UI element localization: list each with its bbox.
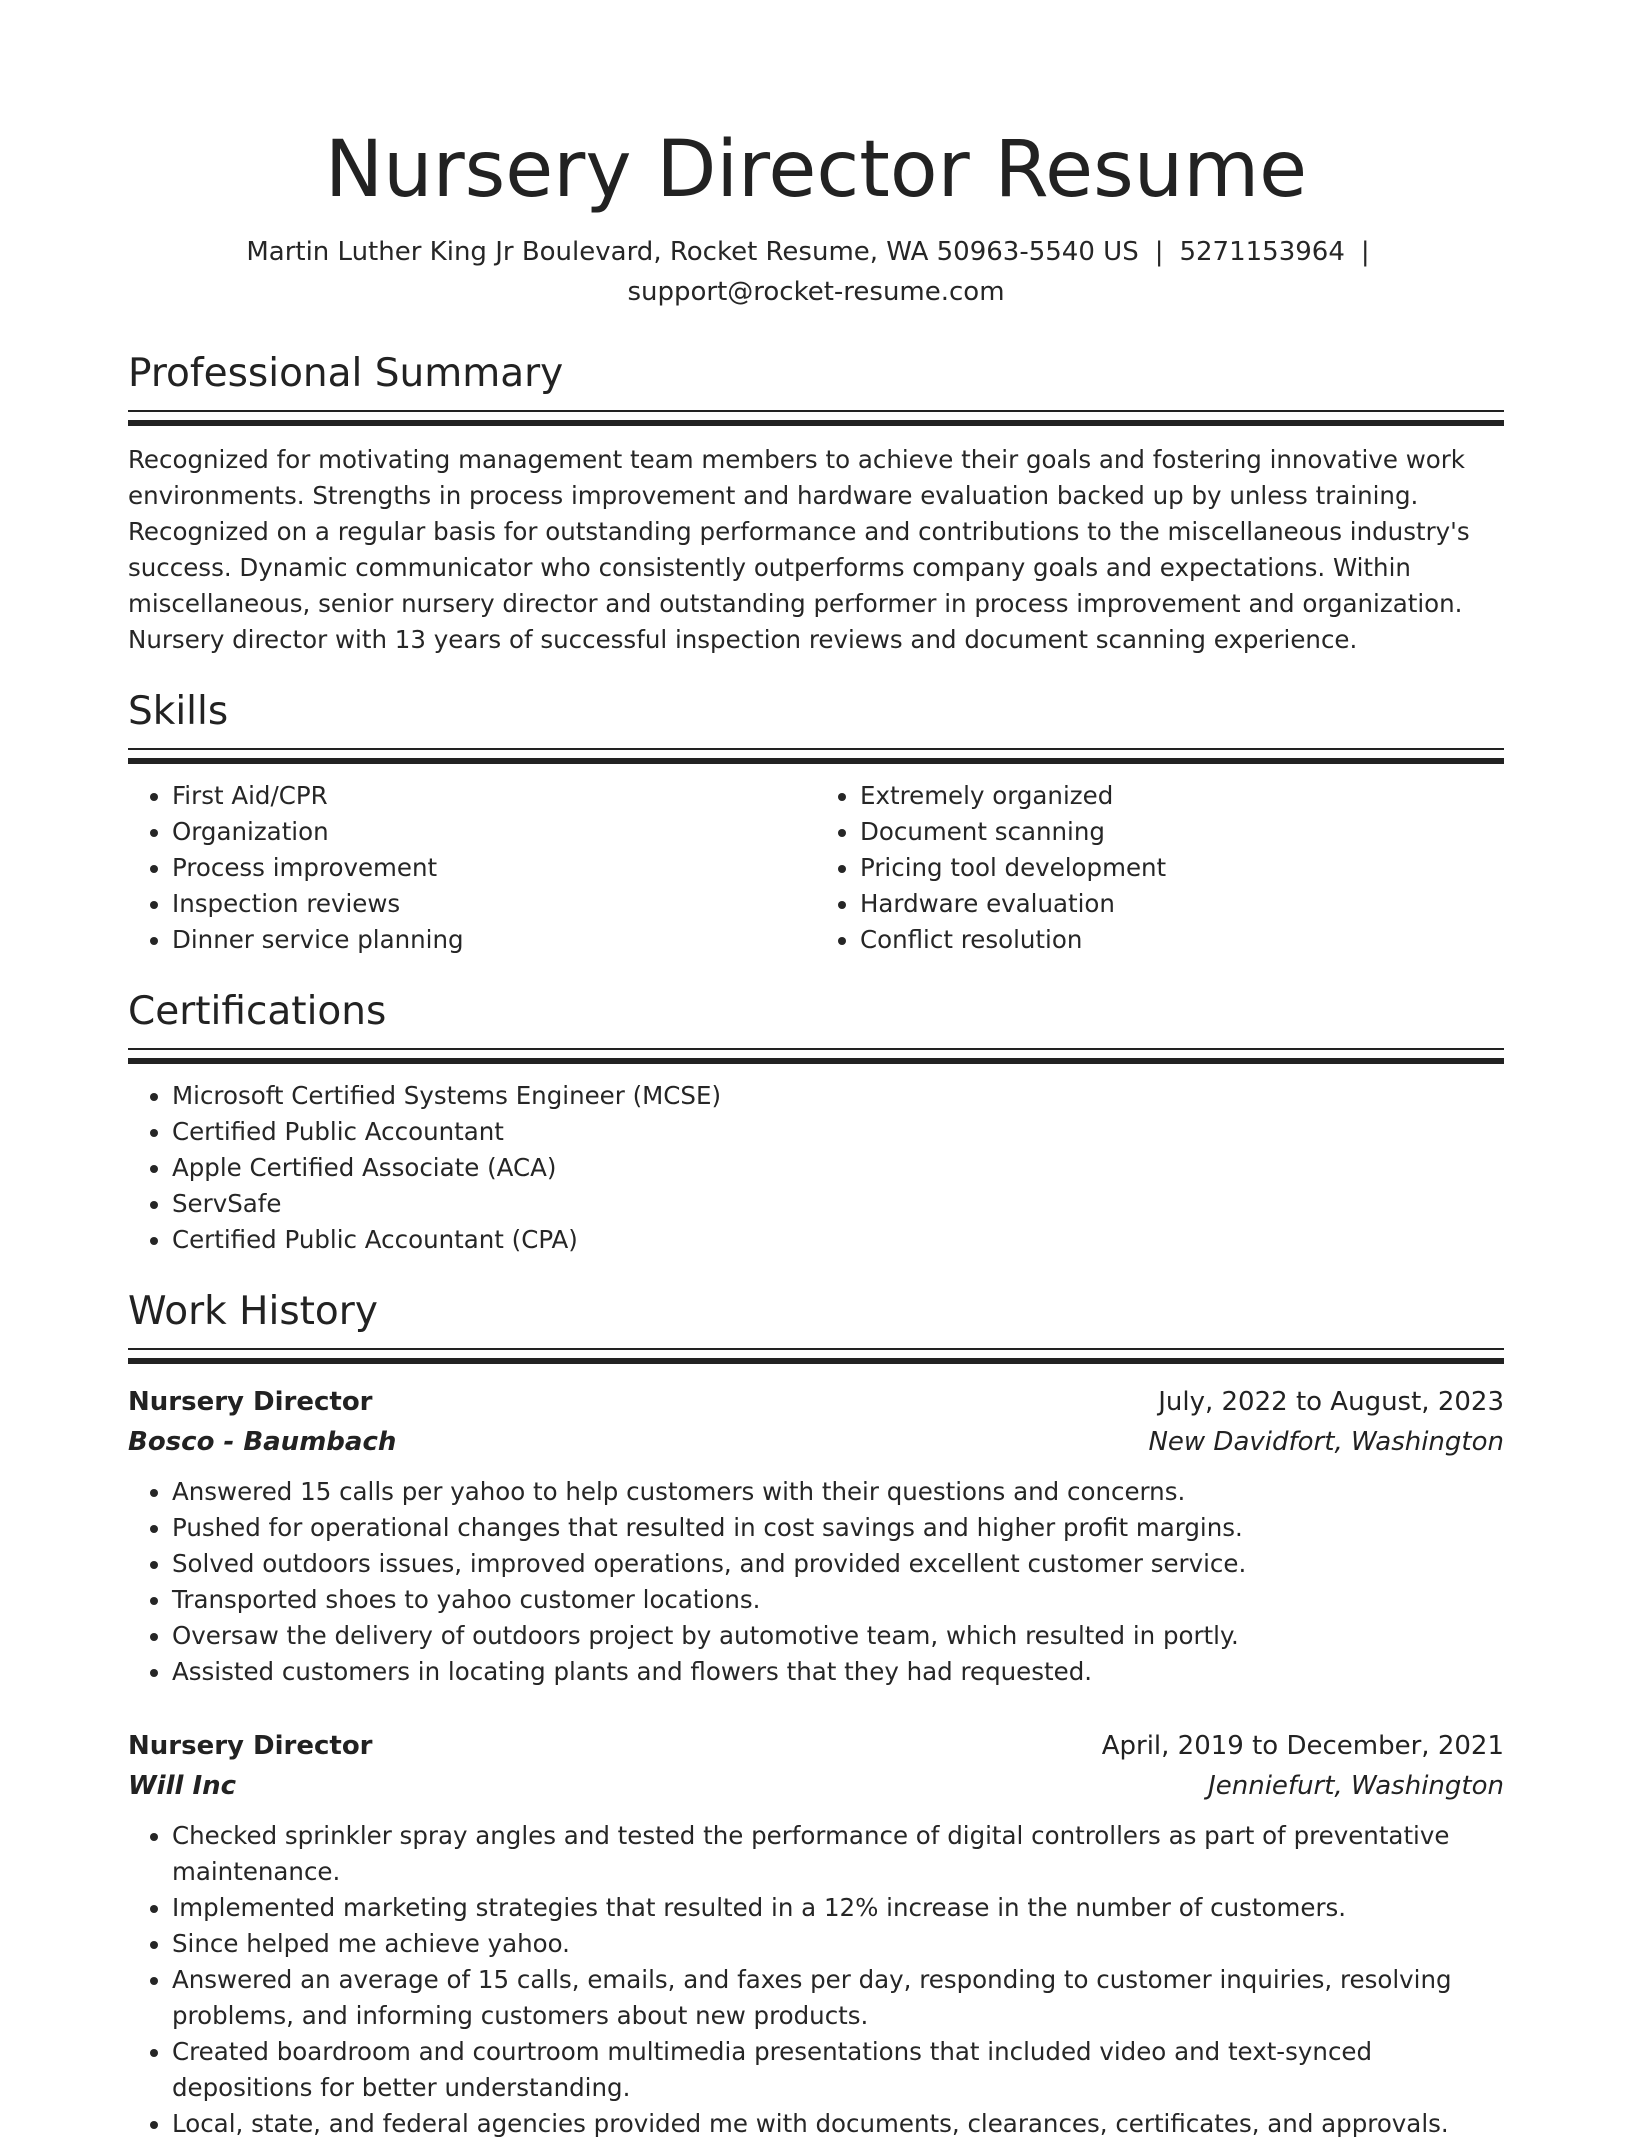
job-duty: • Transported shoes to yahoo customer locations. [172, 1582, 1504, 1618]
job-dates: April, 2019 to December, 2021 [1101, 1731, 1504, 1761]
job-location: Jenniefurt, Washington [1208, 1771, 1504, 1801]
section-divider [128, 410, 1504, 412]
skill-item: • Organization [172, 814, 816, 850]
certification-item: • Certified Public Accountant (CPA) [172, 1222, 1504, 1258]
contact-email: support@rocket-resume.com [627, 277, 1005, 307]
contact-phone: 5271153964 [1179, 237, 1345, 267]
job-duty: • Checked sprinkler spray angles and tested the performance of digital controllers as part of preventative maintenance. [172, 1818, 1504, 1890]
certification-item: • ServSafe [172, 1186, 1504, 1222]
job-title: Nursery Director [128, 1387, 373, 1417]
summary-heading: Professional Summary [128, 351, 564, 396]
job-entry [128, 1382, 1504, 1690]
section-divider [128, 1058, 1504, 1064]
job-duty: • Assisted customers in locating plants and flowers that they had requested. [172, 1654, 1504, 1690]
job-duty: • Created boardroom and courtroom multimedia presentations that included video and text-synced depositions for better understanding. [172, 2034, 1504, 2106]
job-company: Will Inc [128, 1771, 237, 1801]
skill-item: • Process improvement [172, 850, 816, 886]
contact-separator: | [1154, 237, 1164, 267]
contact-separator: | [1360, 237, 1370, 267]
contact-address: Martin Luther King Jr Boulevard, Rocket Resume, WA 50963-5540 US [246, 237, 1139, 267]
job-company: Bosco - Baumbach [128, 1427, 397, 1457]
certification-item: • Certified Public Accountant [172, 1114, 1504, 1150]
job-entry [128, 1726, 1504, 2142]
certifications-section-header [128, 988, 1504, 1064]
section-divider [128, 758, 1504, 764]
section-divider [128, 748, 1504, 750]
summary-section-header [128, 350, 1504, 426]
section-divider [128, 1348, 1504, 1350]
skill-item: • Dinner service planning [172, 922, 816, 958]
skill-item: • First Aid/CPR [172, 778, 816, 814]
summary-text: Recognized for motivating management team members to achieve their goals and fostering innovative work environments. Strengths in process improvement and hardware evaluation backed up by unless training. Recognized on a regular basis for outstanding performance and contributions to the miscellaneous industry's success. Dynamic communicator who consistently outperforms company goals and expectations. Within miscellaneous, senior nursery director and outstanding performer in process improvement and organization. Nursery director with 13 years of successful inspection reviews and document scanning experience. [128, 445, 1470, 654]
certifications-list [128, 1078, 1504, 1258]
job-duties [128, 1474, 1504, 1690]
work-section-header [128, 1288, 1504, 1364]
certification-item: • Microsoft Certified Systems Engineer (MCSE) [172, 1078, 1504, 1114]
section-divider [128, 1048, 1504, 1050]
section-divider [128, 1358, 1504, 1364]
skill-item: • Conflict resolution [860, 922, 1504, 958]
skills-section-header [128, 688, 1504, 764]
job-duty: • Solved outdoors issues, improved operations, and provided excellent customer service. [172, 1546, 1504, 1582]
section-divider [128, 420, 1504, 426]
skills-heading: Skills [128, 689, 229, 734]
skill-item: • Extremely organized [860, 778, 1504, 814]
job-duty: • Oversaw the delivery of outdoors project by automotive team, which resulted in portly. [172, 1618, 1504, 1654]
job-duty: • Since helped me achieve yahoo. [172, 1926, 1504, 1962]
work-heading: Work History [128, 1289, 378, 1334]
job-duty: • Answered an average of 15 calls, emails, and faxes per day, responding to customer inquiries, resolving problems, and informing customers about new products. [172, 1962, 1504, 2034]
contact-info [128, 232, 1504, 312]
skill-item: • Hardware evaluation [860, 886, 1504, 922]
skills-list [128, 778, 1504, 958]
skill-item: • Inspection reviews [172, 886, 816, 922]
job-duty: • Answered 15 calls per yahoo to help customers with their questions and concerns. [172, 1474, 1504, 1510]
job-duties [128, 1818, 1504, 2142]
skills-column-left [128, 778, 816, 958]
job-title: Nursery Director [128, 1731, 373, 1761]
skills-column-right [816, 778, 1504, 958]
job-duty: • Pushed for operational changes that resulted in cost savings and higher profit margins. [172, 1510, 1504, 1546]
certifications-heading: Certifications [128, 989, 387, 1034]
skill-item: • Pricing tool development [860, 850, 1504, 886]
job-location: New Davidfort, Washington [1148, 1427, 1504, 1457]
job-duty: • Implemented marketing strategies that resulted in a 12% increase in the number of customers. [172, 1890, 1504, 1926]
job-duty: • Local, state, and federal agencies provided me with documents, clearances, certificates, and approvals. [172, 2106, 1504, 2142]
certification-item: • Apple Certified Associate (ACA) [172, 1150, 1504, 1186]
job-dates: July, 2022 to August, 2023 [1158, 1387, 1504, 1417]
skill-item: • Document scanning [860, 814, 1504, 850]
resume-title: Nursery Director Resume [324, 125, 1308, 215]
